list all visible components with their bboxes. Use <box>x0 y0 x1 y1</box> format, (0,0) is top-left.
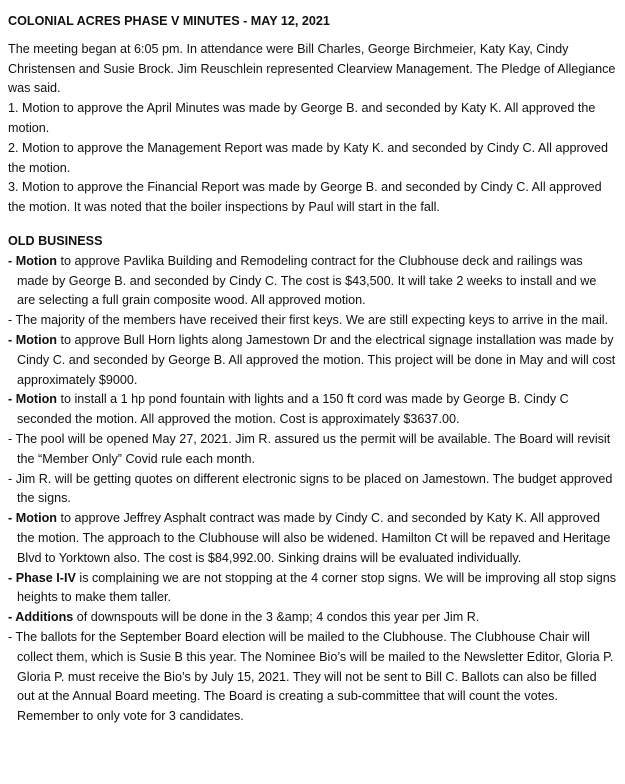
bullet-dash: - <box>8 313 16 328</box>
old-business-item <box>8 252 617 311</box>
old-business-item <box>8 509 617 568</box>
bullet-text: of downspouts will be done in the 3 &amp; 4 condos this year per Jim R. <box>73 610 480 625</box>
old-business-item <box>8 311 617 331</box>
bullet-bold-lead: Phase I-IV <box>15 570 76 585</box>
bullet-dash: - <box>8 471 16 486</box>
bullet-text: The ballots for the September Board election will be mailed to the Clubhouse. The Clubhouse Chair will collect them, which is Susie B this year. The Nominee Bio’s will be mailed to the Newsletter Editor, Gloria P. Gloria P. must receive the Bio’s by July 15, 2021. They will not be sent to Bill C. Ballots can also be filled out at the Annual Board meeting. The Board is creating a sub-committee that will count the votes. Remember to only vote for 3 candidates. <box>15 629 614 724</box>
bullet-text: to approve Jeffrey Asphalt contract was made by Cindy C. and seconded by Katy K. All approved the motion. The approach to the Clubhouse will also be widened. Hamilton Ct will be repaved and Heritage Blvd to Yorktown also. The cost is $84,992.00. Sinking drains will be evaluated individually. <box>17 511 611 565</box>
bullet-dash: - <box>8 392 16 407</box>
motion-2: 2. Motion to approve the Management Report was made by Katy K. and seconded by Cindy C. All approved the motion. <box>8 140 608 175</box>
bullet-dash: - <box>8 431 16 446</box>
bullet-bold-lead: Additions <box>15 610 74 625</box>
intro-paragraph: The meeting began at 6:05 pm. In attendance were Bill Charles, George Birchmeier, Katy Kay, Cindy Christensen and Susie Brock. Jim Reuschlein represented Clearview Management. The Pledge of Allegiance was said. <box>8 41 616 96</box>
old-business-item <box>8 470 617 510</box>
old-business-item <box>8 628 617 727</box>
bullet-text: Jim R. will be getting quotes on different electronic signs to be placed on Jamestown. The budget approved the signs. <box>15 471 613 506</box>
bullet-dash: - <box>8 253 16 268</box>
old-business-item <box>8 390 617 430</box>
bullet-dash: - <box>8 332 16 347</box>
old-business-heading: OLD BUSINESS <box>8 233 103 248</box>
bullet-bold-lead: Motion <box>15 253 57 268</box>
bullet-bold-lead: Motion <box>15 392 57 407</box>
bullet-dash: - <box>8 629 16 644</box>
bullet-text: The majority of the members have received their first keys. We are still expecting keys to arrive in the mail. <box>15 313 609 328</box>
bullet-dash: - <box>8 570 16 585</box>
bullet-bold-lead: Motion <box>15 332 57 347</box>
old-business-item <box>8 331 617 390</box>
document-title: COLONIAL ACRES PHASE V MINUTES - MAY 12, 2021 <box>8 14 330 28</box>
bullet-bold-lead: Motion <box>15 511 57 526</box>
bullet-text: to approve Bull Horn lights along Jamestown Dr and the electrical signage installation was made by Cindy C. and seconded by George B. All approved the motion. This project will be done in May and will cost approximately $9000. <box>17 332 616 387</box>
bullet-text: The pool will be opened May 27, 2021. Jim R. assured us the permit will be available. The Board will revisit the “Member Only” Covid rule each month. <box>15 431 611 466</box>
bullet-text: is complaining we are not stopping at the 4 corner stop signs. We will be improving all stop signs heights to make them taller. <box>17 570 617 605</box>
motion-3: 3. Motion to approve the Financial Report was made by George B. and seconded by Cindy C. All approved the motion. It was noted that the boiler inspections by Paul will start in the fall. <box>8 180 602 215</box>
old-business-item <box>8 608 617 628</box>
motion-1: 1. Motion to approve the April Minutes was made by George B. and seconded by Katy K. All approved the motion. <box>8 101 596 135</box>
bullet-dash: - <box>8 610 16 625</box>
bullet-text: to approve Pavlika Building and Remodeling contract for the Clubhouse deck and railings was made by George B. and seconded by Cindy C. The cost is $43,500. It will take 2 weeks to install and we are selecting a full grain composite wood. All approved motion. <box>17 253 597 308</box>
old-business-item <box>8 430 617 470</box>
bullet-dash: - <box>8 511 16 526</box>
old-business-item <box>8 569 617 609</box>
bullet-text: to install a 1 hp pond fountain with lights and a 150 ft cord was made by George B. Cindy C seconded the motion. All approved the motion. Cost is approximately $3637.00. <box>17 392 569 427</box>
